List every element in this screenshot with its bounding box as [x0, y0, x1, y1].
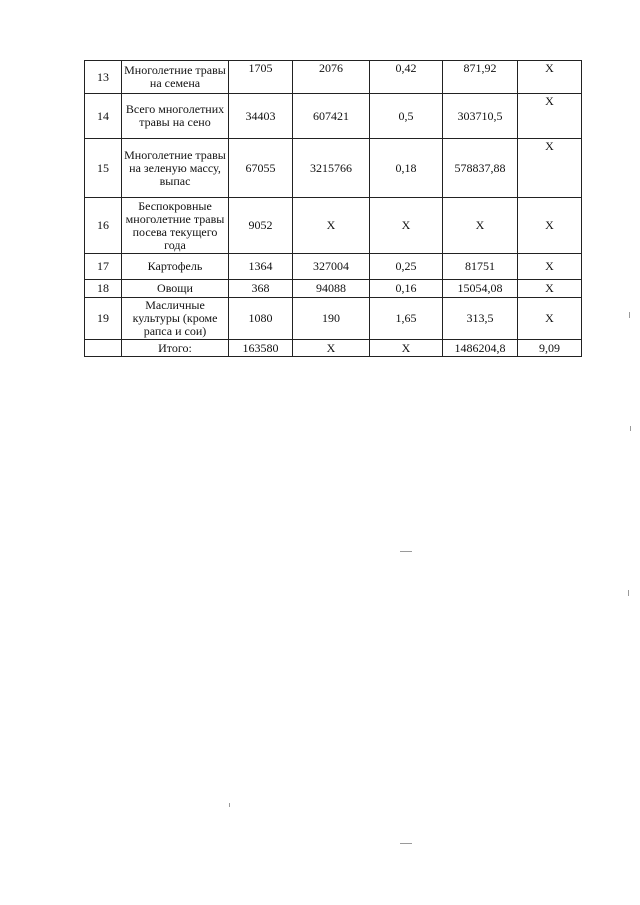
cell-value: 368 — [229, 280, 293, 298]
cell-value: Х — [518, 298, 582, 340]
cell-value: 3215766 — [293, 139, 370, 198]
scan-speck — [400, 843, 412, 844]
cell-value: 607421 — [293, 94, 370, 139]
total-label: Итого: — [122, 340, 229, 357]
cell-value: 1486204,8 — [443, 340, 518, 357]
cell-value: Х — [370, 198, 443, 254]
cell-value: Х — [518, 254, 582, 280]
cell-value: Х — [518, 198, 582, 254]
row-number: 13 — [85, 61, 122, 94]
crop-name: Картофель — [122, 254, 229, 280]
cell-value: 313,5 — [443, 298, 518, 340]
cell-value: 9052 — [229, 198, 293, 254]
row-number: 19 — [85, 298, 122, 340]
scan-speck — [630, 426, 631, 431]
cell-value: 94088 — [293, 280, 370, 298]
table-total-row — [85, 340, 582, 357]
cell-value: 0,18 — [370, 139, 443, 198]
crop-name: Беспокровные многолетние травы посева текущего года — [122, 198, 229, 254]
cell-value: 0,5 — [370, 94, 443, 139]
table-row — [85, 61, 582, 94]
cell-value: Х — [443, 198, 518, 254]
cell-value: 1,65 — [370, 298, 443, 340]
cell-value: 871,92 — [443, 61, 518, 94]
row-number: 16 — [85, 198, 122, 254]
table-row — [85, 139, 582, 198]
crop-name: Всего многолетних травы на сено — [122, 94, 229, 139]
cell-value: Х — [293, 340, 370, 357]
cell-value: 303710,5 — [443, 94, 518, 139]
cell-value: 0,42 — [370, 61, 443, 94]
cell-value: 15054,08 — [443, 280, 518, 298]
scan-speck — [229, 803, 230, 807]
scan-speck — [400, 551, 412, 552]
table-row — [85, 280, 582, 298]
cell-value: 1364 — [229, 254, 293, 280]
scan-speck — [629, 312, 630, 318]
table-row — [85, 254, 582, 280]
cell-value: Х — [518, 94, 582, 139]
cell-value: Х — [370, 340, 443, 357]
cell-value: Х — [293, 198, 370, 254]
row-number: 15 — [85, 139, 122, 198]
crop-name: Масличные культуры (кроме рапса и сои) — [122, 298, 229, 340]
table-row — [85, 298, 582, 340]
crop-name: Многолетние травы на семена — [122, 61, 229, 94]
cell-value: 34403 — [229, 94, 293, 139]
cell-value: Х — [518, 280, 582, 298]
crop-data-table — [84, 60, 582, 357]
row-number: 18 — [85, 280, 122, 298]
cell-value: 1080 — [229, 298, 293, 340]
cell-value: 9,09 — [518, 340, 582, 357]
cell-value: 81751 — [443, 254, 518, 280]
cell-value: 327004 — [293, 254, 370, 280]
cell-value: 0,16 — [370, 280, 443, 298]
row-number: 14 — [85, 94, 122, 139]
crop-name: Овощи — [122, 280, 229, 298]
cell-value: 2076 — [293, 61, 370, 94]
cell-value: Х — [518, 61, 582, 94]
cell-value: Х — [518, 139, 582, 198]
row-number — [85, 340, 122, 357]
cell-value: 578837,88 — [443, 139, 518, 198]
row-number: 17 — [85, 254, 122, 280]
crop-name: Многолетние травы на зеленую массу, выпас — [122, 139, 229, 198]
cell-value: 190 — [293, 298, 370, 340]
cell-value: 163580 — [229, 340, 293, 357]
table-row — [85, 94, 582, 139]
table-row — [85, 198, 582, 254]
scan-speck — [628, 590, 629, 596]
cell-value: 1705 — [229, 61, 293, 94]
cell-value: 67055 — [229, 139, 293, 198]
cell-value: 0,25 — [370, 254, 443, 280]
